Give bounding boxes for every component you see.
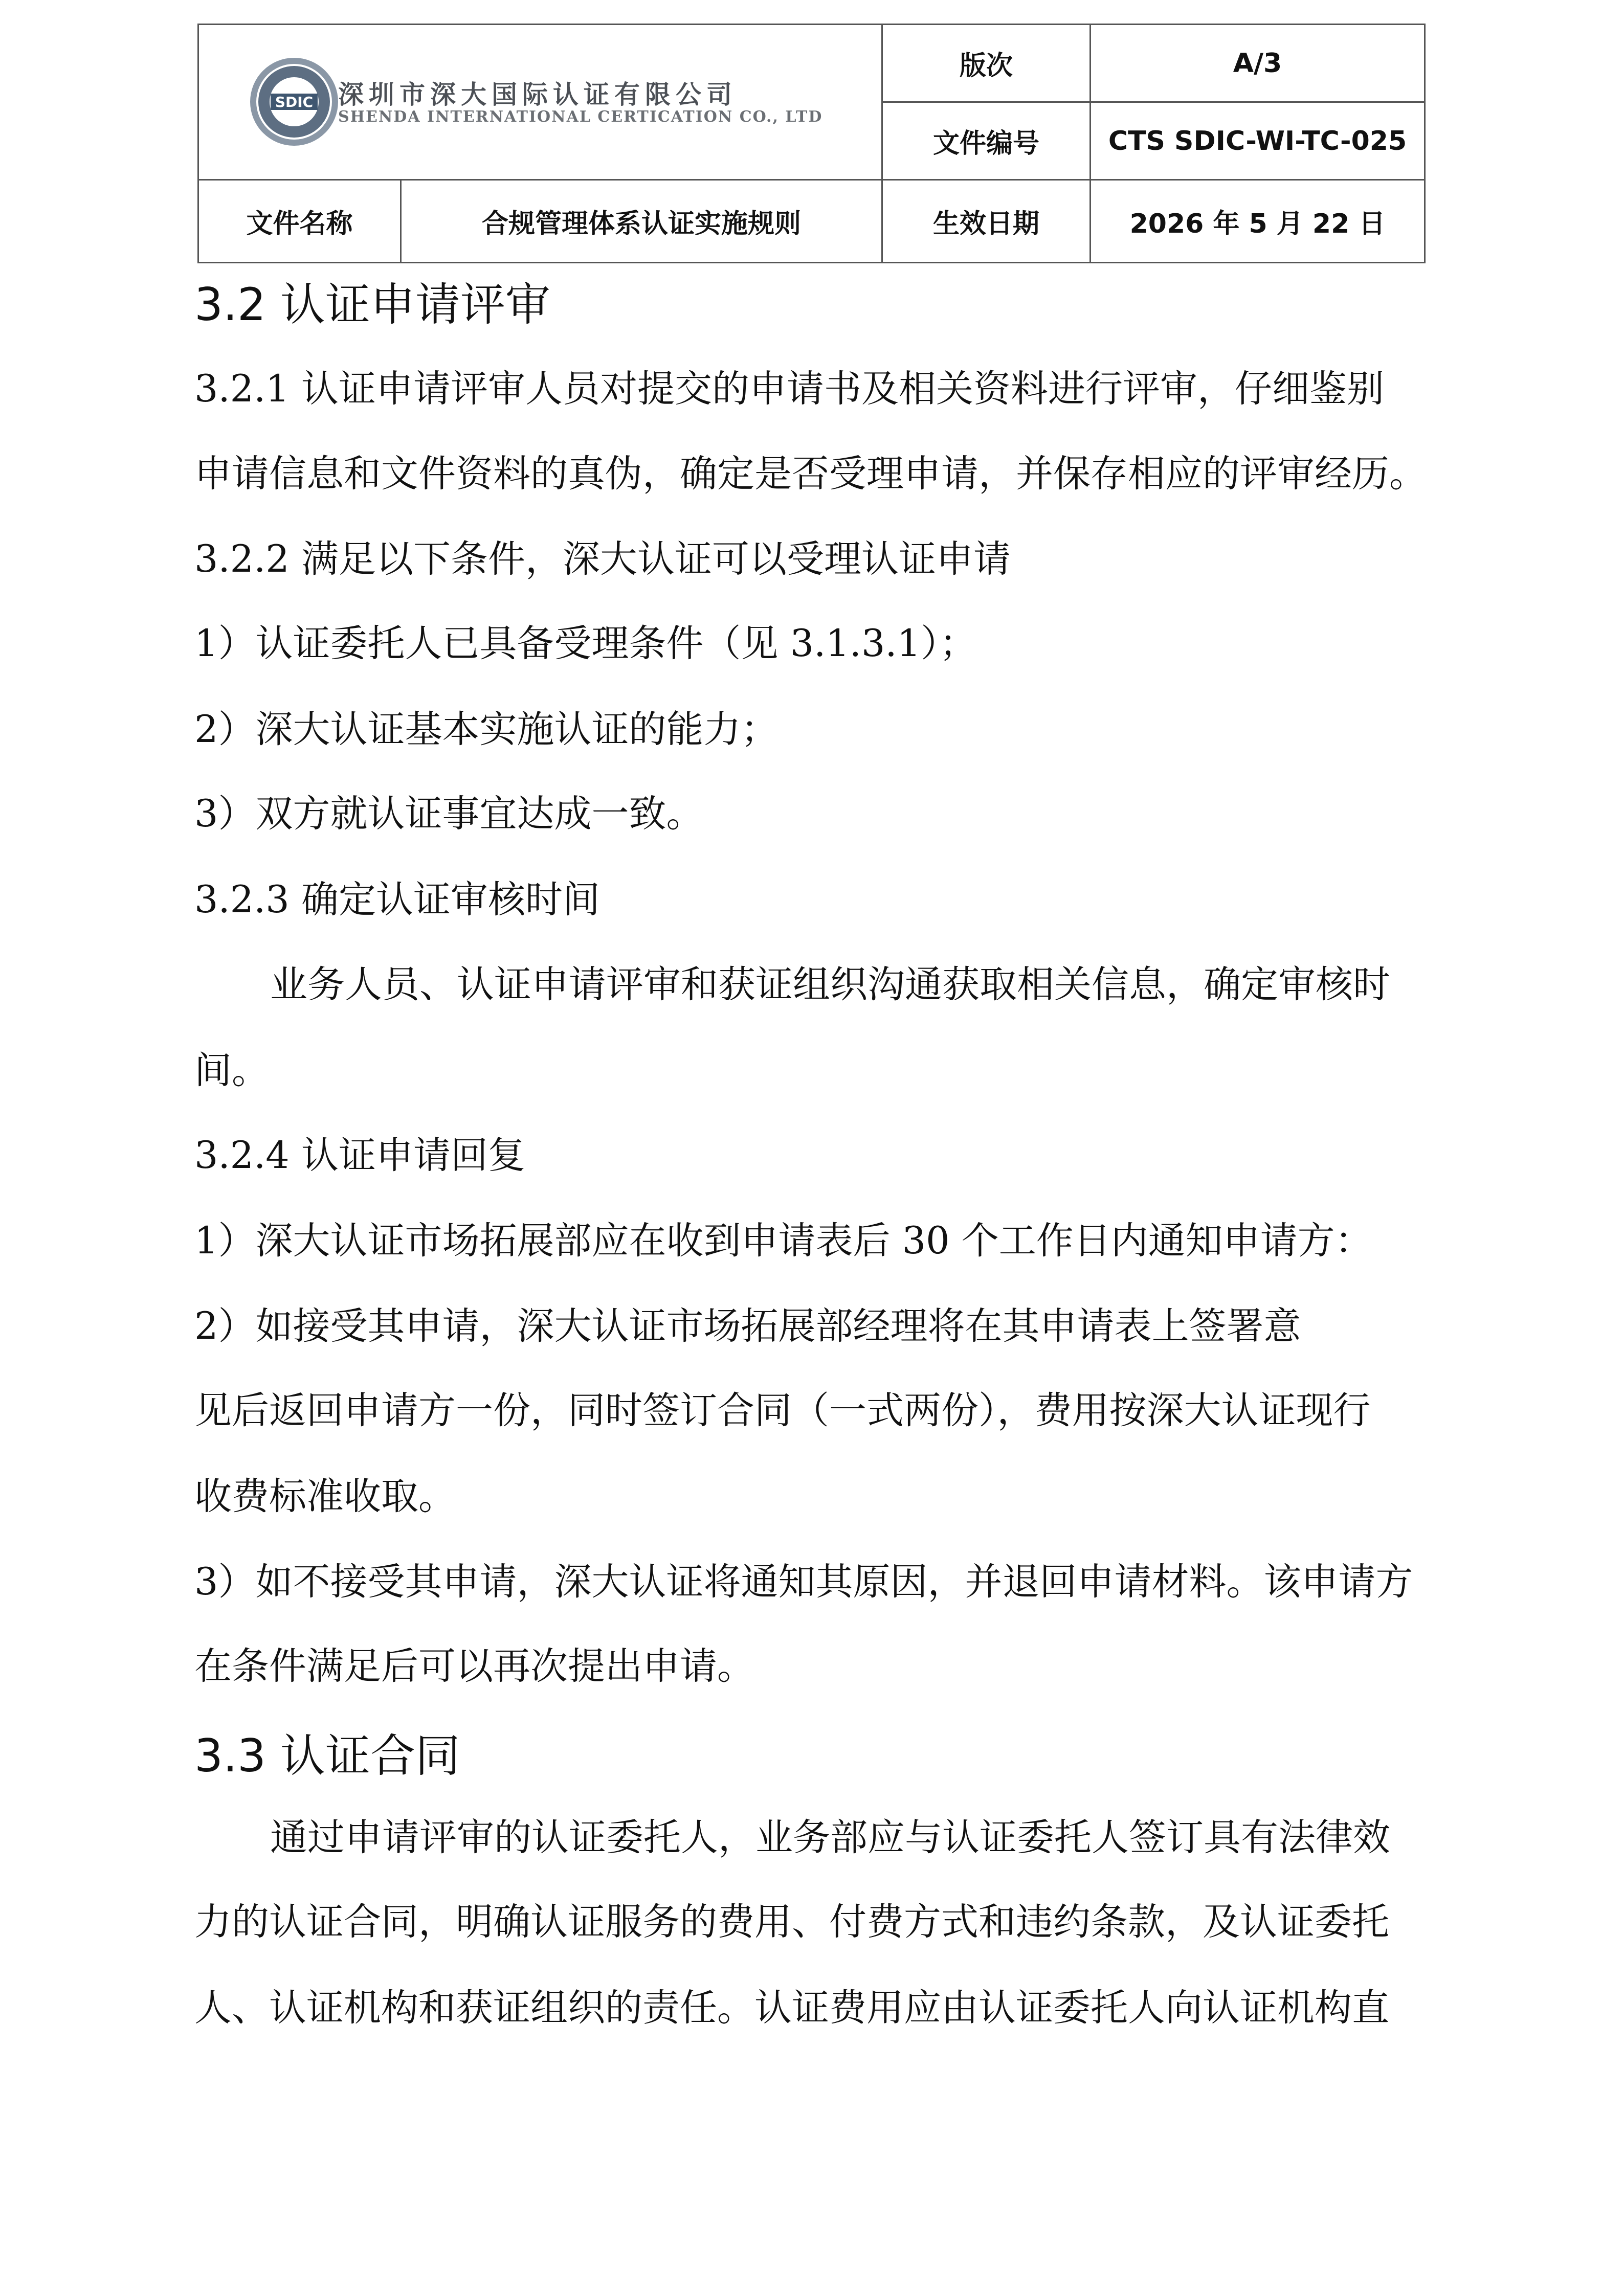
company-logo-icon bbox=[248, 56, 340, 148]
list-item: 1）认证委托人已具备受理条件（见 3.1.3.1）； bbox=[194, 622, 977, 665]
version-label: 版次 bbox=[882, 25, 1091, 102]
document-header-table bbox=[197, 24, 1426, 263]
effective-date-label: 生效日期 bbox=[882, 180, 1091, 263]
doc-number-label: 文件编号 bbox=[882, 102, 1091, 180]
list-item: 2）如接受其申请，深大认证市场拓展部经理将在其申请表上签署意 bbox=[194, 1304, 1301, 1348]
paragraph-line: 间。 bbox=[194, 1049, 269, 1092]
company-logo-cell bbox=[198, 25, 882, 180]
doc-name-label: 文件名称 bbox=[198, 180, 401, 263]
paragraph-line: 业务人员、认证申请评审和获证组织沟通获取相关信息，确定审核时 bbox=[270, 963, 1390, 1006]
subsection-heading-3-2-4: 3.2.4 认证申请回复 bbox=[194, 1134, 525, 1177]
subsection-heading-3-2-3: 3.2.3 确定认证审核时间 bbox=[194, 878, 600, 921]
svg-text:SDIC: SDIC bbox=[275, 94, 314, 110]
paragraph-line: 通过申请评审的认证委托人，业务部应与认证委托人签订具有法律效 bbox=[270, 1816, 1390, 1859]
list-item: 3）如不接受其申请，深大认证将通知其原因，并退回申请材料。该申请方 bbox=[194, 1560, 1413, 1604]
paragraph-line: 申请信息和文件资料的真伪，确定是否受理申请，并保存相应的评审经历。 bbox=[194, 452, 1427, 496]
paragraph-line: 3.2.1 认证申请评审人员对提交的申请书及相关资料进行评审，仔细鉴别 bbox=[194, 367, 1384, 411]
company-name-en: SHENDA INTERNATIONAL CERTICATION CO., LTD bbox=[338, 108, 823, 126]
list-item: 3）双方就认证事宜达成一致。 bbox=[194, 792, 704, 836]
doc-name-value: 合规管理体系认证实施规则 bbox=[401, 180, 882, 263]
paragraph-line: 见后返回申请方一份，同时签订合同（一式两份），费用按深大认证现行 bbox=[194, 1389, 1371, 1432]
effective-date-value: 2026 年 5 月 22 日 bbox=[1091, 180, 1425, 263]
company-name-cn: 深圳市深大国际认证有限公司 bbox=[338, 79, 737, 109]
paragraph-line: 收费标准收取。 bbox=[194, 1475, 456, 1518]
paragraph-line: 力的认证合同，明确认证服务的费用、付费方式和违约条款，及认证委托 bbox=[194, 1900, 1389, 1944]
section-heading-3-3: 3.3 认证合同 bbox=[194, 1729, 460, 1782]
paragraph-line: 人、认证机构和获证组织的责任。认证费用应由认证委托人向认证机构直 bbox=[194, 1986, 1389, 2030]
list-item: 1）深大认证市场拓展部应在收到申请表后 30 个工作日内通知申请方： bbox=[194, 1219, 1372, 1263]
subsection-heading-3-2-2: 3.2.2 满足以下条件，深大认证可以受理认证申请 bbox=[194, 537, 1011, 581]
list-item: 2）深大认证基本实施认证的能力； bbox=[194, 708, 778, 751]
paragraph-line: 在条件满足后可以再次提出申请。 bbox=[194, 1645, 754, 1688]
doc-number-value: CTS SDIC-WI-TC-025 bbox=[1091, 102, 1425, 180]
version-value: A/3 bbox=[1091, 25, 1425, 102]
section-heading-3-2: 3.2 认证申请评审 bbox=[194, 278, 550, 331]
